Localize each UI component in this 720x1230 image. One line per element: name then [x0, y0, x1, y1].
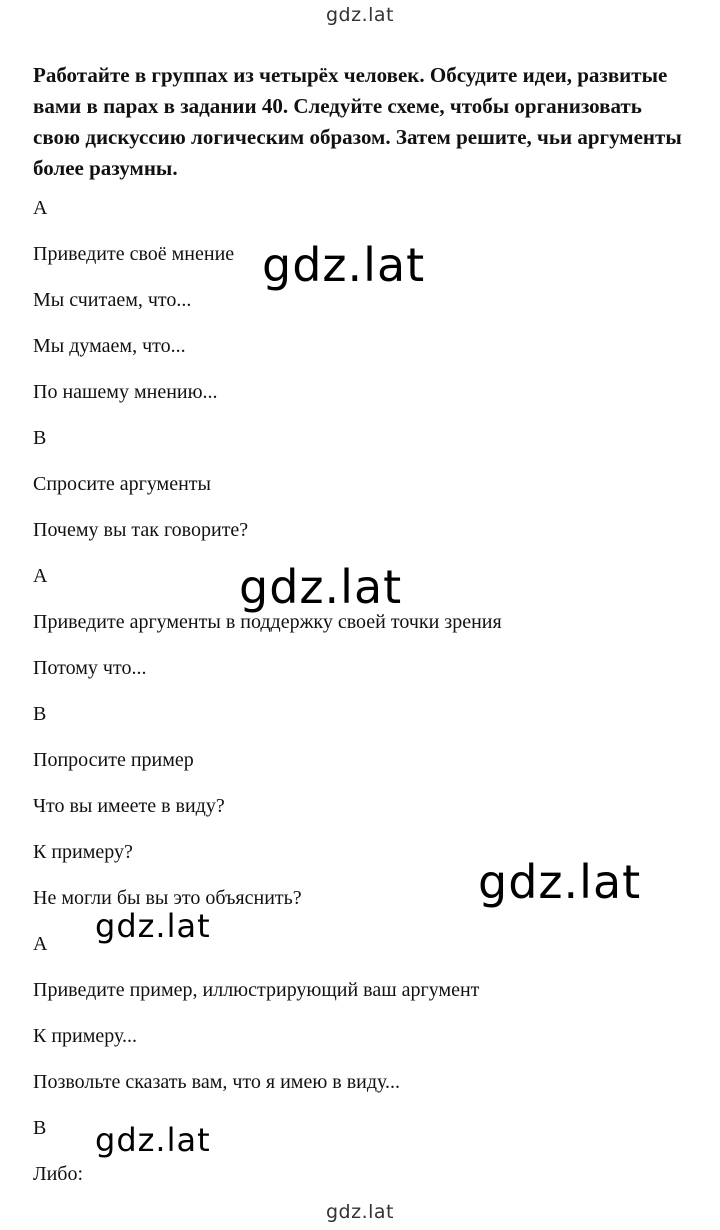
step-heading: Приведите пример, иллюстрирующий ваш аргумент: [33, 979, 480, 1001]
phrase-line: По нашему мнению...: [33, 381, 218, 403]
watermark: gdz.lat: [478, 855, 642, 909]
speaker-label-b: B: [33, 1117, 47, 1139]
watermark: gdz.lat: [95, 907, 211, 945]
speaker-label-a: A: [33, 565, 48, 587]
phrase-line: Не могли бы вы это объяснить?: [33, 887, 302, 909]
watermark: gdz.lat: [95, 1121, 211, 1159]
speaker-label-a: A: [33, 933, 48, 955]
phrase-line: К примеру...: [33, 1025, 138, 1047]
watermark: gdz.lat: [239, 560, 403, 614]
site-footer: gdz.lat: [325, 1201, 394, 1223]
step-heading: Спросите аргументы: [33, 473, 211, 495]
speaker-label-b: B: [33, 703, 47, 725]
phrase-line: Мы думаем, что...: [33, 335, 186, 357]
watermark: gdz.lat: [262, 238, 426, 292]
speaker-label-a: A: [33, 197, 48, 219]
step-heading: Приведите аргументы в поддержку своей точки зрения: [33, 611, 502, 633]
speaker-label-b: B: [33, 427, 47, 449]
phrase-line: Мы считаем, что...: [33, 289, 192, 311]
step-heading: Попросите пример: [33, 749, 194, 771]
phrase-line: Почему вы так говорите?: [33, 519, 249, 541]
step-heading: Приведите своё мнение: [33, 243, 235, 265]
phrase-line: Что вы имеете в виду?: [33, 795, 225, 817]
site-header: gdz.lat: [325, 4, 394, 26]
phrase-line: Либо:: [33, 1163, 83, 1185]
task-instructions: Работайте в группах из четырёх человек. Обсудите идеи, развитые вами в парах в задании 40. Следуйте схеме, чтобы организовать свою дискуссию логическим образом. Затем решите, чьи аргументы более разумны.: [33, 63, 682, 180]
phrase-line: Позвольте сказать вам, что я имею в виду...: [33, 1071, 401, 1093]
phrase-line: Потому что...: [33, 657, 147, 679]
phrase-line: К примеру?: [33, 841, 133, 863]
